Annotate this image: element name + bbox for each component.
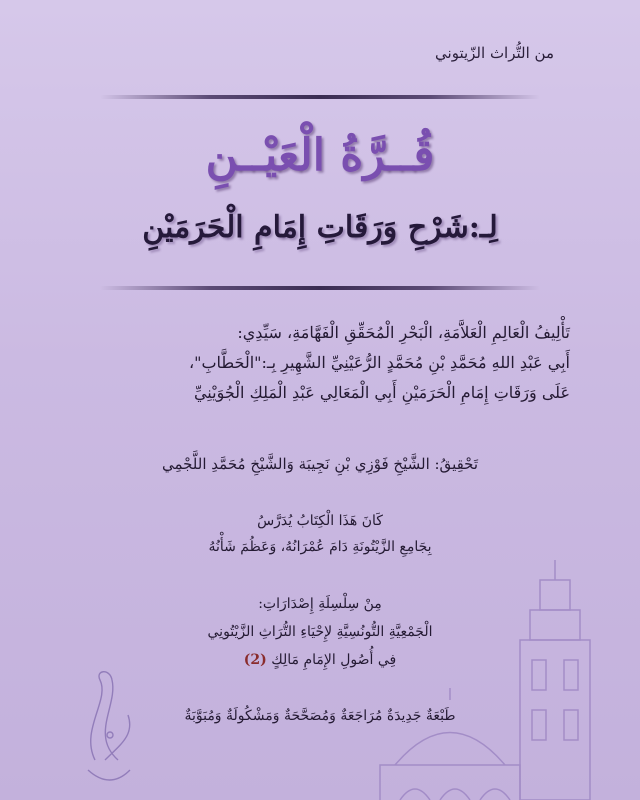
book-subtitle: لِـ:شَرْحِ وَرَقَاتِ إِمَامِ الْحَرَمَيْنِ	[142, 210, 498, 245]
series-label: من التُّراث الزّيتوني	[435, 44, 554, 62]
editors-line: تَحْقِيقُ: الشَّيْخِ فَوْزِي بْنِ نَجِيبَة وَالشَّيْخِ مُحَمَّدِ اللَّجْمِي	[161, 455, 479, 473]
edition-note: طَبْعَةٌ جَدِيدَةٌ مُرَاجَعَةٌ وَمُصَحَّحَةٌ وَمَشْكُولَةٌ وَمُبَوَّبَةٌ	[184, 708, 456, 724]
series-line: الْجَمْعِيَّةِ التُّونُسِيَّةِ لإِحْيَاءِ التُّرَاثِ الزَّيْتُونِي	[207, 624, 433, 640]
author-line: عَلَى وَرَقَاتِ إِمَامِ الْحَرَمَيْنِ أَبِي الْمَعَالِي عَبْدِ الْمَلِكِ الْجُوَيْنِيِّ	[193, 383, 570, 402]
teaching-note	[0, 508, 640, 560]
volume-number: (2)	[243, 652, 267, 668]
teaching-line: كَانَ هَذَا الْكِتَابُ يُدَرَّسُ	[257, 513, 383, 529]
book-title: قُــرَّةُ الْعَيْــنِ	[205, 130, 435, 181]
author-line: أَبِي عَبْدِ اللهِ مُحَمَّدِ بْنِ مُحَمَّدٍ الرُّعَيْنِيِّ الشَّهِيرِ بِـ:"الْحَطَّابِ"،	[188, 353, 570, 372]
calligraphy-emblem	[88, 672, 130, 780]
top-divider	[100, 95, 540, 99]
author-line: تَأْلِيفُ الْعَالِمِ الْعَلاَّمَةِ، الْبَحْرِ الْمُحَقِّقِ الْفَهَّامَةِ، سَيِّدِي:	[237, 323, 570, 342]
teaching-line: بِجَامِعِ الزَّيْتُونَةِ دَامَ عُمْرَانُهُ، وَعَظُمَ شَأْنُهُ	[208, 539, 432, 555]
usul-text: فِي أُصُولِ الإِمَامِ مَالِكٍ	[271, 652, 397, 668]
series-publisher	[0, 590, 640, 674]
author-block	[80, 318, 570, 408]
usul-line	[0, 646, 640, 674]
bottom-divider	[100, 286, 540, 290]
series-line: مِنْ سِلْسِلَةِ إِصْدَارَاتِ:	[258, 596, 382, 612]
